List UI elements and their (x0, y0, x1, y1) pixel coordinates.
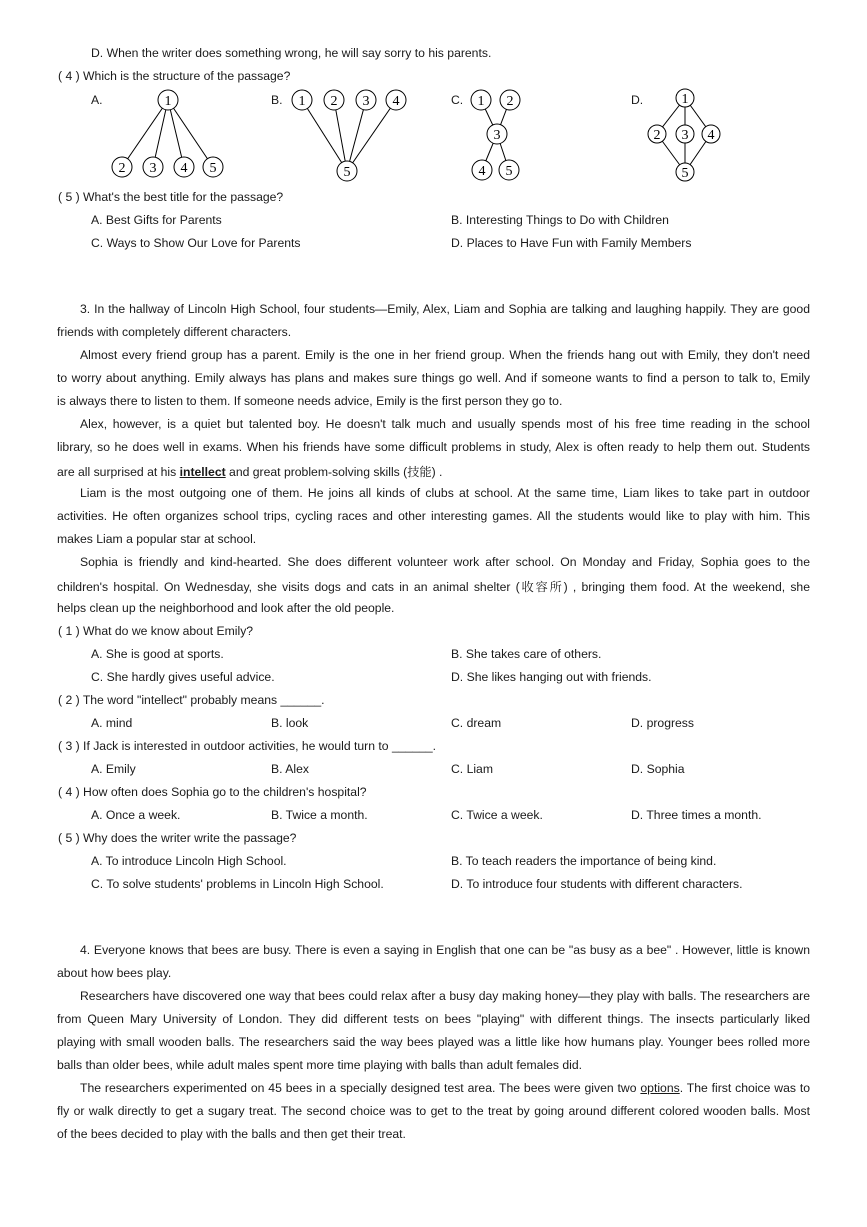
passage-4-line: about how bees play. (57, 966, 172, 980)
option-d: D. To introduce four students with different characters. (451, 877, 743, 891)
option-a: A. To introduce Lincoln High School. (91, 854, 287, 868)
passage-4-line: Researchers have discovered one way that bees could relax after a busy day making honey—they play with balls. The researchers are (80, 989, 810, 1003)
option-a: A. mind (91, 716, 133, 730)
diagram-a-label: A. (91, 93, 103, 107)
option-c: C. dream (451, 716, 502, 730)
question-1-stem: ( 1 ) What do we know about Emily? (58, 624, 254, 638)
svg-text:2: 2 (653, 128, 661, 143)
keyword-intellect: intellect (179, 465, 226, 479)
svg-text:3: 3 (681, 128, 689, 143)
passage-3-line: Liam is the most outgoing one of them. He joins all kinds of clubs at school. At the same time, Liam likes to take part in outdoor (80, 486, 810, 500)
option-b: B. Twice a month. (271, 808, 368, 822)
question-5-stem: ( 5 ) What's the best title for the passage? (58, 190, 284, 204)
option-a: A. She is good at sports. (91, 647, 224, 661)
diagram-b-label: B. (271, 93, 283, 107)
option-d: D. progress (631, 716, 694, 730)
option-b: B. To teach readers the importance of being kind. (451, 854, 717, 868)
svg-text:1: 1 (681, 92, 689, 107)
passage-3-line: is always there to listen to them. If someone needs advice, Emily is the first person they go to. (57, 394, 563, 408)
question-3-stem: ( 3 ) If Jack is interested in outdoor activities, he would turn to ______. (58, 739, 437, 753)
passage-3-line: activities. He often organizes school trips, cycling races and other interesting games. All the students would like to play with him. This (57, 509, 810, 523)
question-4-stem: ( 4 ) Which is the structure of the passage? (58, 69, 291, 83)
passage-3-line: makes Liam a popular star at school. (57, 532, 257, 546)
svg-text:5: 5 (681, 166, 689, 181)
option-b: B. Interesting Things to Do with Children (451, 213, 669, 227)
passage-4-line: balls than older bees, while adult males spent more time playing with balls than adult females did. (57, 1058, 583, 1072)
svg-text:4: 4 (478, 164, 486, 179)
question-2-stem: ( 2 ) The word "intellect" probably means ______. (58, 693, 325, 707)
option-a: A. Once a week. (91, 808, 181, 822)
svg-text:2: 2 (330, 94, 338, 109)
structure-diagram-a (100, 86, 240, 186)
svg-text:5: 5 (343, 165, 351, 180)
svg-text:1: 1 (477, 94, 485, 109)
passage-3-line: 3. In the hallway of Lincoln High School, four students—Emily, Alex, Liam and Sophia are talking and laughing happily. They are good (80, 302, 810, 316)
question-4-stem: ( 4 ) How often does Sophia go to the children's hospital? (58, 785, 367, 799)
option-a: A. Emily (91, 762, 136, 776)
passage-3-line: Sophia is friendly and kind-hearted. She does different volunteer work after school. On Monday and Friday, Sophia goes to the (80, 555, 810, 569)
option-b: B. look (271, 716, 309, 730)
option-c: C. Twice a week. (451, 808, 543, 822)
option-d: D. Three times a month. (631, 808, 762, 822)
passage-4-line: fly or walk directly to get a sugary treat. The second choice was to get to the treat by going around different colored wooden balls. Most (57, 1104, 810, 1118)
passage-4-line: from Queen Mary University of London. They did different tests on bees "playing" with different things. The insects particularly liked (57, 1012, 810, 1026)
passage-4-line: playing with small wooden balls. The researchers said the way bees played was a little like how humans play. Younger bees rolled more (57, 1035, 810, 1049)
keyword-options: options (640, 1081, 680, 1095)
svg-text:5: 5 (505, 164, 513, 179)
passage-3-line: library, so he does well in exams. When his friends have some difficult problems in study, Alex is often ready to help them out. Students (57, 440, 810, 454)
passage-3-line: are all surprised at his intellect and great problem-solving skills (技能) . (57, 465, 443, 479)
option-d: D. Sophia (631, 762, 685, 776)
passage-3-line: friends with completely different characters. (57, 325, 292, 339)
svg-text:2: 2 (506, 94, 514, 109)
svg-text:3: 3 (149, 161, 157, 176)
passage-3-line: helps clean up the neighborhood and look after the old people. (57, 601, 395, 615)
option-d: D. Places to Have Fun with Family Members (451, 236, 692, 250)
option-c: C. She hardly gives useful advice. (91, 670, 275, 684)
structure-diagram-c (462, 86, 532, 186)
passage-4-line: of the bees decided to play with the balls and then get their treat. (57, 1127, 406, 1141)
option-b: B. She takes care of others. (451, 647, 602, 661)
svg-text:4: 4 (392, 94, 400, 109)
svg-text:4: 4 (707, 128, 715, 143)
passage-4-line: The researchers experimented on 45 bees in a specially designed test area. The bees were given two options. The first choice was to (80, 1081, 811, 1095)
structure-diagram-b (285, 86, 415, 186)
question-5-stem: ( 5 ) Why does the writer write the passage? (58, 831, 297, 845)
option-a: A. Best Gifts for Parents (91, 213, 222, 227)
svg-text:5: 5 (209, 161, 217, 176)
option-d: D. She likes hanging out with friends. (451, 670, 652, 684)
passage-3-line: Almost every friend group has a parent. Emily is the one in her friend group. When the friends hang out with Emily, they don't need (80, 348, 810, 362)
diagram-c-label: C. (451, 93, 464, 107)
option-d-text: D. When the writer does something wrong, he will say sorry to his parents. (91, 46, 492, 60)
option-b: B. Alex (271, 762, 309, 776)
svg-text:3: 3 (493, 128, 501, 143)
passage-3-line: Alex, however, is a quiet but talented boy. He doesn't talk much and usually spends most of his free time reading in the school (80, 417, 810, 431)
svg-text:1: 1 (298, 94, 306, 109)
diagram-d-label: D. (631, 93, 644, 107)
passage-4-line: 4. Everyone knows that bees are busy. There is even a saying in English that one can be "as busy as a bee" . However, little is known (80, 943, 810, 957)
passage-3-line: children's hospital. On Wednesday, she visits dogs and cats in an animal shelter (收容所) , bringing them food. At the weekend, she (57, 580, 810, 594)
passage-3-line: to worry about anything. Emily always has plans and makes sure things go well. And if someone wants to find a person to talk to, Emily (57, 371, 810, 385)
svg-text:2: 2 (118, 161, 126, 176)
structure-diagram-d (640, 84, 730, 184)
option-c: C. Liam (451, 762, 493, 776)
svg-text:1: 1 (164, 94, 172, 109)
option-c: C. Ways to Show Our Love for Parents (91, 236, 301, 250)
svg-text:3: 3 (362, 94, 370, 109)
option-c: C. To solve students' problems in Lincoln High School. (91, 877, 384, 891)
svg-text:4: 4 (180, 161, 188, 176)
